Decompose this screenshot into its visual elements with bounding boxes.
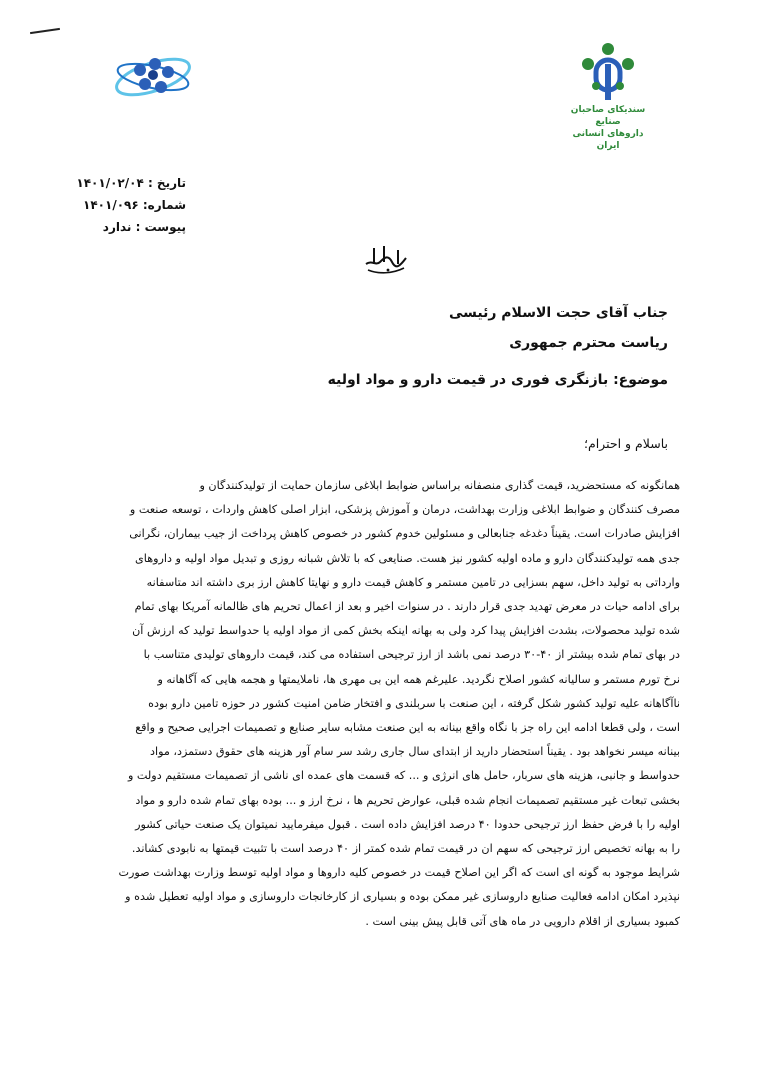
body-line: نپذیرد امکان ادامه فعالیت صنایع داروسازی غیر ممکن بوده و بسیاری از کارخانجات داروسازی و مواد اولیه تعطیل شده و: [125, 890, 680, 904]
body-line: است ، ولی قطعا ادامه این راه جز با نگاه واقع بینانه به این صنعت مشابه سایر صنایع و تصمیمات اجرایی صحیح و واقع: [135, 721, 680, 735]
letter-subject: موضوع: بازنگری فوری در قیمت دارو و مواد اولیه: [327, 372, 668, 388]
letter-body: [88, 474, 680, 934]
syndicate-logo-right: [560, 40, 656, 151]
body-line: شده تولید محصولات، بشدت افزایش پیدا کرد ولی به بهانه اینکه بخش کمی از مواد اولیه یا حدواسط تولید که ارزش آن: [132, 624, 680, 638]
letter-address: [449, 298, 668, 358]
atom-network-logo-icon: [112, 44, 194, 110]
letter-number: شماره: ۱۴۰۱/۰۹۶: [83, 198, 186, 212]
body-line: مصرف کنندگان و ضوابط ابلاغی وزارت بهداشت، درمان و آموزش پزشکی، ابزار اصلی کاهش واردات ، توسعه صنعت و: [129, 503, 680, 517]
basmala-calligraphy: [362, 240, 410, 276]
body-line: در بهای تمام شده بیشتر از ۴۰-۳۰ درصد نمی باشد از ارز ترجیحی استفاده می کند، قیمت داروهای تولیدی متناسب با: [143, 648, 680, 662]
body-line: را به بهانه تخصیص ارز ترجیحی که سهم ان در قیمت تمام شده کمتر از ۴۰ درصد است با تثبیت قیمتها به نابودی کشاند.: [131, 842, 680, 856]
body-line: بینانه میسر نخواهد بود . یقیناً استحضار دارید از ابتدای سال جاری رشد سر سام آور هزینه های حقوق دستمزد، مواد: [149, 745, 680, 759]
body-line: ناآگاهانه علیه تولید کشور شکل گرفته ، این صنعت با سربلندی و افتخار ضامن امنیت کشور در حوزه تامین دارو بوده: [148, 696, 680, 710]
body-line: کمبود بسیاری از اقلام دارویی در ماه های آتی قابل پیش بینی است .: [365, 914, 680, 928]
logo-caption-line-2: داروهای انسانی ایران: [572, 129, 644, 151]
body-line: وارداتی به تولید داخل، سهم بسزایی در تامین مستمر و کاهش قیمت دارو و نهایتا کاهش ارز بری داشته اند متاسفانه: [146, 575, 680, 589]
body-line: بخشی تبعات غیر مستقیم تصمیمات انجام شده قبلی، عوارض تحریم ها ، نرخ ارز و ... بوده بهای تمام شده دارو و مواد: [135, 793, 680, 807]
body-line: همانگونه که مستحضرید، قیمت گذاری منصفانه براساس ضوابط ابلاغی سازمان حمایت از تولیدکنندگان و: [199, 479, 680, 492]
basmala-calligraphy-icon: [362, 240, 410, 276]
body-line: حدواسط و جانبی، هزینه های سربار، حامل های انرژی و ... که قسمت های عمده ای ناشی از تصمیمات مستقیم دولت و: [127, 769, 680, 783]
letter-attachment: پیوست : ندارد: [102, 220, 186, 234]
recipient-name: جناب آقای حجت الاسلام رئیسی: [448, 305, 668, 321]
corner-pen-mark: [30, 28, 60, 34]
body-line: شرایط موجود به گونه ای است که اگر این اصلاح قیمت در خصوص کلیه داروها و مواد اولیه توسط وزارت بهداشت صورت: [118, 866, 680, 880]
letter-meta: [76, 172, 186, 238]
letter-greeting: باسلام و احترام؛: [584, 436, 668, 451]
body-line: برای ادامه حیات در معرض تهدید جدی قرار دارند . در سنوات اخیر و بعد از اعمال تحریم های ظالمانه آمریکا بهای تمام: [134, 600, 680, 614]
body-line: افزایش صادرات است. یقیناً دغدغه جنابعالی و مسئولین خدوم کشور در خصوص کاهش پرداخت از جیب بیماران، نگرانی: [129, 527, 680, 541]
recipient-position: ریاست محترم جمهوری: [509, 335, 668, 351]
body-line: جدی همه تولیدکنندگان دارو و ماده اولیه کشور نیز هست. صنایعی که با تلاش شبانه روزی و تبدیل مواد اولیه و داروهای: [135, 551, 680, 565]
body-line: اولیه را با فرض حفظ ارز ترجیحی حدودا ۴۰ درصد افزایش داده است . قبول میفرمایید نمیتوان یک صنعت حیاتی کشور: [135, 817, 680, 831]
pharma-syndicate-emblem-icon: [578, 40, 638, 102]
logo-caption-line-1: سندیکای صاحبان صنایع: [570, 105, 646, 127]
body-line: نرخ تورم مستمر و سالیانه کشور اصلاح نگردید. علیرغم همه این بی مهری ها، ناملایمتها و هجمه هایی که آگاهانه و: [157, 672, 680, 686]
organization-logo-left: [112, 44, 194, 110]
letter-date: تاریخ : ۱۴۰۱/۰۲/۰۴: [76, 176, 186, 190]
